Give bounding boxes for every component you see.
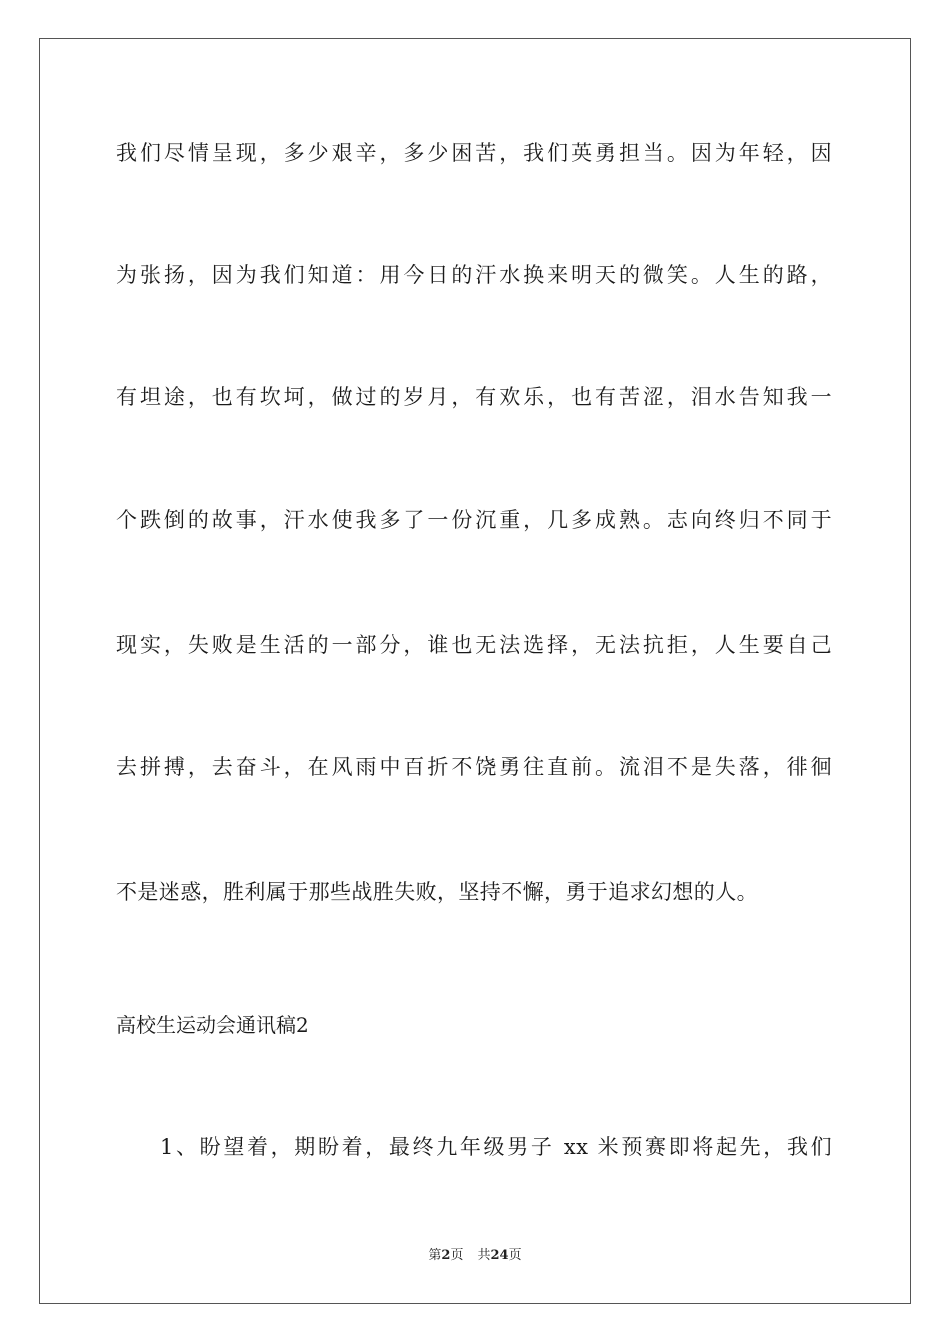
footer-total-suffix: 页 <box>508 1248 522 1263</box>
paragraph-line-2: 为张扬，因为我们知道：用今日的汗水换来明天的微笑。人生的路， <box>116 263 832 287</box>
footer-total-prefix: 共 <box>477 1248 491 1263</box>
footer-page-number: 2 <box>441 1248 451 1263</box>
paragraph-line-5: 现实，失败是生活的一部分，谁也无法选择，无法抗拒，人生要自己 <box>116 633 832 657</box>
section-heading: 高校生运动会通讯稿2 <box>116 1013 309 1037</box>
paragraph-line-4: 个跌倒的故事，汗水使我多了一份沉重，几多成熟。志向终归不同于 <box>116 508 832 532</box>
paragraph-line-1: 我们尽情呈现，多少艰辛，多少困苦，我们英勇担当。因为年轻，因 <box>116 141 832 165</box>
footer-page-suffix: 页 <box>450 1248 464 1263</box>
footer-total-pages: 24 <box>490 1248 509 1263</box>
paragraph-line-3: 有坦途，也有坎坷，做过的岁月，有欢乐，也有苦涩，泪水告知我一 <box>116 385 832 409</box>
paragraph-line-6: 去拼搏，去奋斗，在风雨中百折不饶勇往直前。流泪不是失落，徘徊 <box>116 755 832 779</box>
paragraph-line-7: 不是迷惑，胜利属于那些战胜失败，坚持不懈，勇于追求幻想的人。 <box>116 880 758 904</box>
page-border <box>39 38 911 1304</box>
item-line-1: 1、盼望着，期盼着，最终九年级男子 xx 米预赛即将起先，我们 <box>160 1135 832 1159</box>
footer-page-prefix: 第 <box>428 1248 442 1263</box>
page-footer <box>0 1247 950 1265</box>
